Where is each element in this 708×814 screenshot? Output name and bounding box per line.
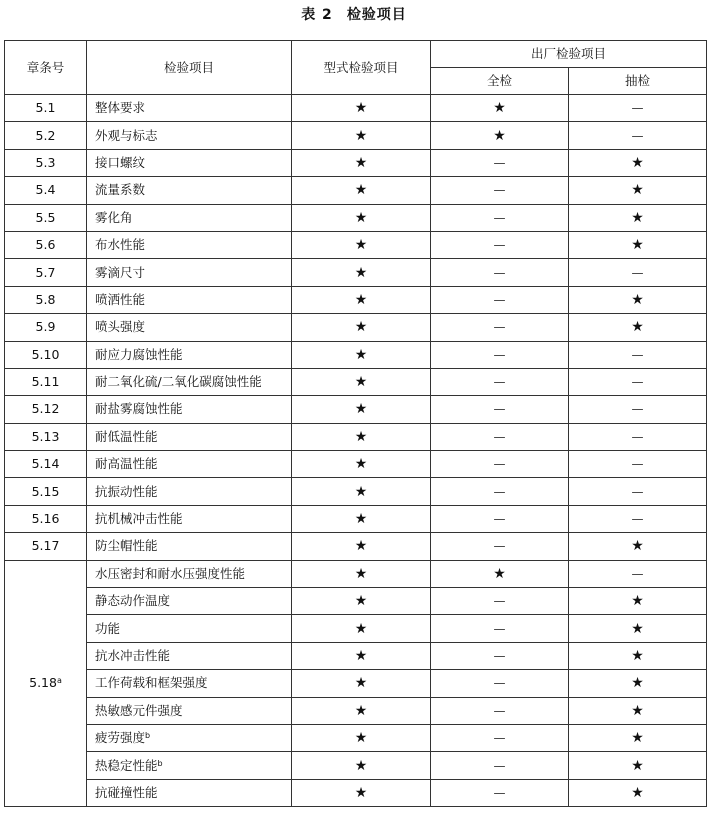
inspection-item: 雾化角 [87,204,292,231]
inspection-item [87,779,292,806]
type-test-mark: ★ [292,231,431,258]
inspection-item-label: 抗水冲击性能 [95,648,171,663]
full-test-mark: ★ [431,95,569,122]
sample-test-mark: ★ [569,779,707,806]
section-number: 5.7 [5,259,87,286]
type-test-mark: ★ [292,505,431,532]
type-test-mark: ★ [292,779,431,806]
sample-test-mark: — [569,259,707,286]
type-test-mark: ★ [292,533,431,560]
sample-test-mark: — [569,423,707,450]
inspection-item-label: 功能 [95,620,121,636]
full-test-mark: — [431,505,569,532]
section-number: 5.13 [5,423,87,450]
full-test-mark: ★ [431,122,569,149]
inspection-item [87,697,292,724]
inspection-item: 喷洒性能 [87,286,292,313]
table-row [5,670,707,697]
inspection-item-label: 热敏感元件强度 [95,702,183,718]
type-test-mark: ★ [292,259,431,286]
type-test-mark: ★ [292,451,431,478]
sample-test-mark: — [569,341,707,368]
table-row [5,505,707,532]
full-test-mark: — [431,286,569,313]
section-number: 5.3 [5,149,87,176]
full-test-mark: — [431,697,569,724]
full-test-mark: — [431,423,569,450]
type-test-mark: ★ [292,724,431,751]
inspection-item [87,724,292,751]
table-row [5,396,707,423]
section-number: 5.11 [5,368,87,395]
full-test-mark: — [431,670,569,697]
table-title: 检验项目 [346,7,407,23]
sample-test-mark: ★ [569,314,707,341]
type-test-mark: ★ [292,642,431,669]
sample-test-mark: — [569,560,707,587]
sample-test-mark: — [569,451,707,478]
sample-test-mark: ★ [569,149,707,176]
table-body [5,95,707,807]
table-row [5,560,707,587]
footnote-marker: b [145,731,151,741]
table-row [5,231,707,258]
header-type-test: 型式检验项目 [292,41,431,95]
sample-test-mark: ★ [569,724,707,751]
section-number: 5.15 [5,478,87,505]
table-row [5,149,707,176]
type-test-mark: ★ [292,478,431,505]
table-number: 表 2 [301,7,333,23]
footnote-marker: b [157,758,163,768]
table-row [5,259,707,286]
table-row [5,724,707,751]
inspection-item [87,560,292,587]
inspection-item: 耐高温性能 [87,451,292,478]
table-row [5,615,707,642]
inspection-item-label: 工作荷载和框架强度 [95,675,208,691]
table-row [5,588,707,615]
header-full: 全检 [431,68,569,95]
full-test-mark: — [431,451,569,478]
full-test-mark: — [431,615,569,642]
section-number: 5.2 [5,122,87,149]
section-number: 5.6 [5,231,87,258]
section-number-group [5,560,87,807]
full-test-mark: — [431,478,569,505]
inspection-item: 整体要求 [87,95,292,122]
type-test-mark: ★ [292,670,431,697]
table-row [5,533,707,560]
full-test-mark: — [431,149,569,176]
sample-test-mark: ★ [569,177,707,204]
full-test-mark: — [431,779,569,806]
type-test-mark: ★ [292,588,431,615]
section-number: 5.16 [5,505,87,532]
section-number: 5.18 [29,675,57,691]
table-row [5,204,707,231]
inspection-item: 耐低温性能 [87,423,292,450]
inspection-item: 耐二氧化硫/二氧化碳腐蚀性能 [87,368,292,395]
full-test-mark: — [431,724,569,751]
full-test-mark: — [431,368,569,395]
sample-test-mark: ★ [569,697,707,724]
type-test-mark: ★ [292,204,431,231]
sample-test-mark: — [569,396,707,423]
full-test-mark: — [431,341,569,368]
inspection-item: 雾滴尺寸 [87,259,292,286]
sample-test-mark: ★ [569,615,707,642]
inspection-item: 喷头强度 [87,314,292,341]
sample-test-mark: ★ [569,752,707,779]
inspection-item: 流量系数 [87,177,292,204]
full-test-mark: — [431,259,569,286]
table-caption [0,4,708,24]
sample-test-mark: — [569,122,707,149]
table-row [5,779,707,806]
sample-test-mark: ★ [569,286,707,313]
inspection-item-label: 热稳定性能 [95,757,158,773]
sample-test-mark: ★ [569,588,707,615]
section-number: 5.10 [5,341,87,368]
inspection-item: 耐盐雾腐蚀性能 [87,396,292,423]
inspection-table [4,40,707,807]
sample-test-mark: ★ [569,533,707,560]
header-item: 检验项目 [87,41,292,95]
inspection-item: 耐应力腐蚀性能 [87,341,292,368]
sample-test-mark: ★ [569,670,707,697]
type-test-mark: ★ [292,177,431,204]
section-number: 5.5 [5,204,87,231]
section-number: 5.9 [5,314,87,341]
section-number: 5.4 [5,177,87,204]
sample-test-mark: — [569,368,707,395]
sample-test-mark: ★ [569,231,707,258]
full-test-mark: ★ [431,560,569,587]
table-row [5,95,707,122]
table-row [5,642,707,669]
inspection-item [87,752,292,779]
full-test-mark: — [431,231,569,258]
type-test-mark: ★ [292,615,431,642]
full-test-mark: — [431,204,569,231]
inspection-item: 布水性能 [87,231,292,258]
inspection-item [87,615,292,642]
sample-test-mark: — [569,95,707,122]
section-number: 5.1 [5,95,87,122]
table-row [5,752,707,779]
inspection-item: 防尘帽性能 [87,533,292,560]
table-row [5,451,707,478]
header-factory-test: 出厂检验项目 [431,41,707,68]
type-test-mark: ★ [292,341,431,368]
full-test-mark: — [431,177,569,204]
sample-test-mark: ★ [569,642,707,669]
inspection-item-label: 疲劳强度 [95,730,146,746]
full-test-mark: — [431,588,569,615]
table-row [5,314,707,341]
table-row [5,697,707,724]
inspection-item-label: 抗碰撞性能 [95,784,158,800]
type-test-mark: ★ [292,697,431,724]
inspection-item: 外观与标志 [87,122,292,149]
inspection-item [87,588,292,615]
inspection-item-label: 静态动作温度 [95,593,171,609]
type-test-mark: ★ [292,286,431,313]
header-sample: 抽检 [569,68,707,95]
inspection-item [87,670,292,697]
header-section: 章条号 [5,41,87,95]
type-test-mark: ★ [292,560,431,587]
full-test-mark: — [431,752,569,779]
table-row [5,177,707,204]
table-row [5,341,707,368]
sample-test-mark: ★ [569,204,707,231]
type-test-mark: ★ [292,122,431,149]
table-row [5,368,707,395]
type-test-mark: ★ [292,423,431,450]
section-number: 5.14 [5,451,87,478]
section-number: 5.8 [5,286,87,313]
type-test-mark: ★ [292,368,431,395]
table-row [5,286,707,313]
type-test-mark: ★ [292,396,431,423]
sample-test-mark: — [569,478,707,505]
inspection-item: 抗机械冲击性能 [87,505,292,532]
type-test-mark: ★ [292,752,431,779]
table-row [5,423,707,450]
inspection-item-label: 水压密封和耐水压强度性能 [95,565,246,581]
type-test-mark: ★ [292,149,431,176]
type-test-mark: ★ [292,314,431,341]
full-test-mark: — [431,314,569,341]
footnote-marker: a [56,676,62,686]
inspection-item: 接口螺纹 [87,149,292,176]
section-number: 5.12 [5,396,87,423]
full-test-mark: — [431,533,569,560]
type-test-mark: ★ [292,95,431,122]
table-row [5,478,707,505]
inspection-item: 抗振动性能 [87,478,292,505]
section-number: 5.17 [5,533,87,560]
inspection-item [87,642,292,669]
sample-test-mark: — [569,505,707,532]
full-test-mark: — [431,642,569,669]
full-test-mark: — [431,396,569,423]
table-row [5,122,707,149]
